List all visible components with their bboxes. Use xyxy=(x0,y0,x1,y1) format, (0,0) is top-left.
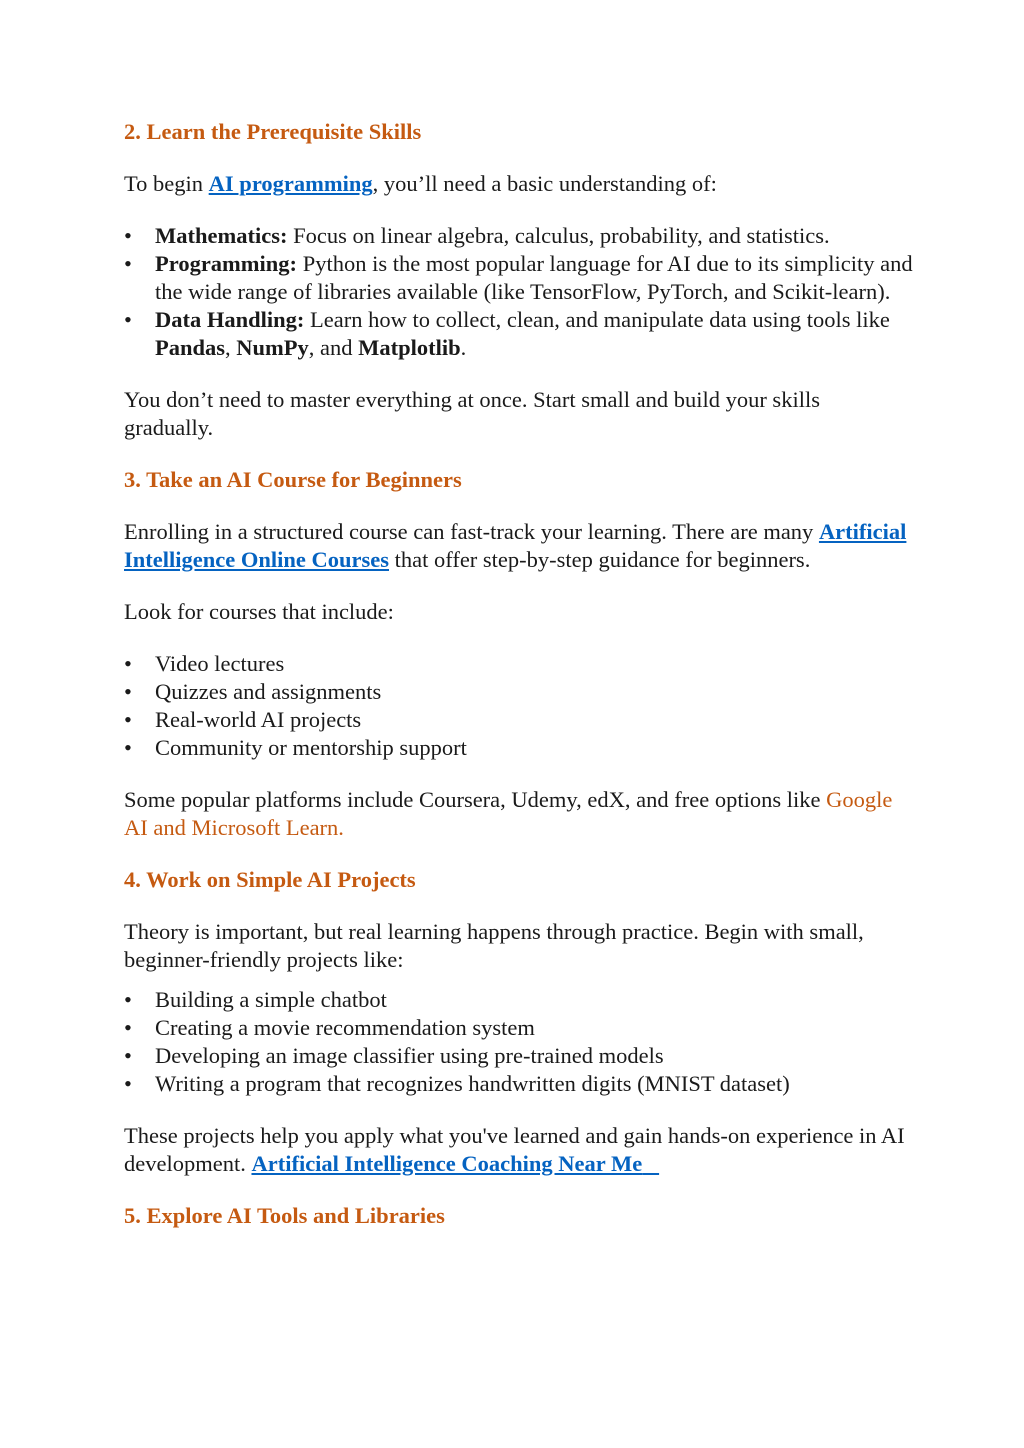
item-text: Python is the most popular language for AI due to its simplicity and the wide range of libraries available (like TensorFlow, PyTorch, and Scikit-learn). xyxy=(155,251,913,304)
bullet-icon: • xyxy=(124,223,132,248)
projects-intro: Theory is important, but real learning happens through practice. Begin with small, beginner-friendly projects like: xyxy=(124,919,864,972)
platforms-text: Some popular platforms include Coursera, Udemy, edX, and free options like xyxy=(124,787,827,812)
bullet-icon: • xyxy=(124,707,132,732)
bullet-icon: • xyxy=(124,307,132,332)
list-item xyxy=(124,706,914,734)
list-item xyxy=(124,1070,914,1098)
item-text: Video lectures xyxy=(155,651,285,676)
projects-list xyxy=(124,986,914,1098)
item-label: Mathematics: xyxy=(155,223,288,248)
projects-closing xyxy=(124,1122,914,1178)
intro-text: To begin xyxy=(124,171,209,196)
section-heading-course: 3. Take an AI Course for Beginners xyxy=(124,467,462,492)
list-item xyxy=(124,986,914,1014)
ai-coaching-link-tail[interactable] xyxy=(642,1151,659,1176)
item-label: Programming: xyxy=(155,251,298,276)
course-text: Enrolling in a structured course can fast-track your learning. There are many xyxy=(124,519,819,544)
bullet-icon: • xyxy=(124,1071,132,1096)
lookfor-text: Look for courses that include: xyxy=(124,599,394,624)
intro-text-end: , you’ll need a basic understanding of: xyxy=(372,171,717,196)
item-text: Community or mentorship support xyxy=(155,735,467,760)
bullet-icon: • xyxy=(124,679,132,704)
tool-pandas: Pandas xyxy=(155,335,226,360)
course-text-end: that offer step-by-step guidance for beginners. xyxy=(389,547,811,572)
item-text: Focus on linear algebra, calculus, probability, and statistics. xyxy=(287,223,830,248)
ai-coaching-link[interactable]: Artificial Intelligence Coaching Near Me xyxy=(251,1151,643,1176)
list-item xyxy=(124,1014,914,1042)
bullet-icon: • xyxy=(124,735,132,760)
item-text: Learn how to collect, clean, and manipulate data using tools like xyxy=(304,307,890,332)
item-label: Data Handling: xyxy=(155,307,305,332)
separator: , xyxy=(225,335,237,360)
platforms-highlight: Google AI and Microsoft Learn. xyxy=(124,787,893,840)
bullet-icon: • xyxy=(124,987,132,1012)
list-item xyxy=(124,678,914,706)
period: . xyxy=(460,335,467,360)
tool-numpy: NumPy xyxy=(236,335,309,360)
item-text: Real-world AI projects xyxy=(155,707,362,732)
prerequisites-list xyxy=(124,222,914,362)
item-text: Quizzes and assignments xyxy=(155,679,382,704)
item-text: Creating a movie recommendation system xyxy=(155,1015,535,1040)
list-item xyxy=(124,1042,914,1070)
course-features-list xyxy=(124,650,914,762)
list-item xyxy=(124,222,914,250)
bullet-icon: • xyxy=(124,651,132,676)
course-paragraph xyxy=(124,518,914,574)
ai-programming-link[interactable]: AI programming xyxy=(208,171,373,196)
list-item xyxy=(124,650,914,678)
document-page xyxy=(124,118,914,1230)
list-item xyxy=(124,250,914,306)
separator: , and xyxy=(308,335,359,360)
section-heading-prerequisites: 2. Learn the Prerequisite Skills xyxy=(124,119,422,144)
bullet-icon: • xyxy=(124,251,132,276)
item-text: Developing an image classifier using pre-trained models xyxy=(155,1043,664,1068)
item-text: Building a simple chatbot xyxy=(155,987,387,1012)
section-heading-tools: 5. Explore AI Tools and Libraries xyxy=(124,1203,445,1228)
item-text: Writing a program that recognizes handwritten digits (MNIST dataset) xyxy=(155,1071,790,1096)
list-item xyxy=(124,306,914,362)
prerequisites-closing: You don’t need to master everything at once. Start small and build your skills gradually. xyxy=(124,387,820,440)
bullet-icon: • xyxy=(124,1015,132,1040)
prerequisites-intro xyxy=(124,170,914,198)
platforms-paragraph xyxy=(124,786,914,842)
closing-text: These projects help you apply what you've learned and gain hands-on experience in AI development. xyxy=(124,1123,905,1176)
section-heading-projects: 4. Work on Simple AI Projects xyxy=(124,867,416,892)
tool-matplotlib: Matplotlib xyxy=(358,335,461,360)
list-item xyxy=(124,734,914,762)
ai-online-courses-link[interactable]: Artificial Intelligence Online Courses xyxy=(124,519,907,572)
bullet-icon: • xyxy=(124,1043,132,1068)
